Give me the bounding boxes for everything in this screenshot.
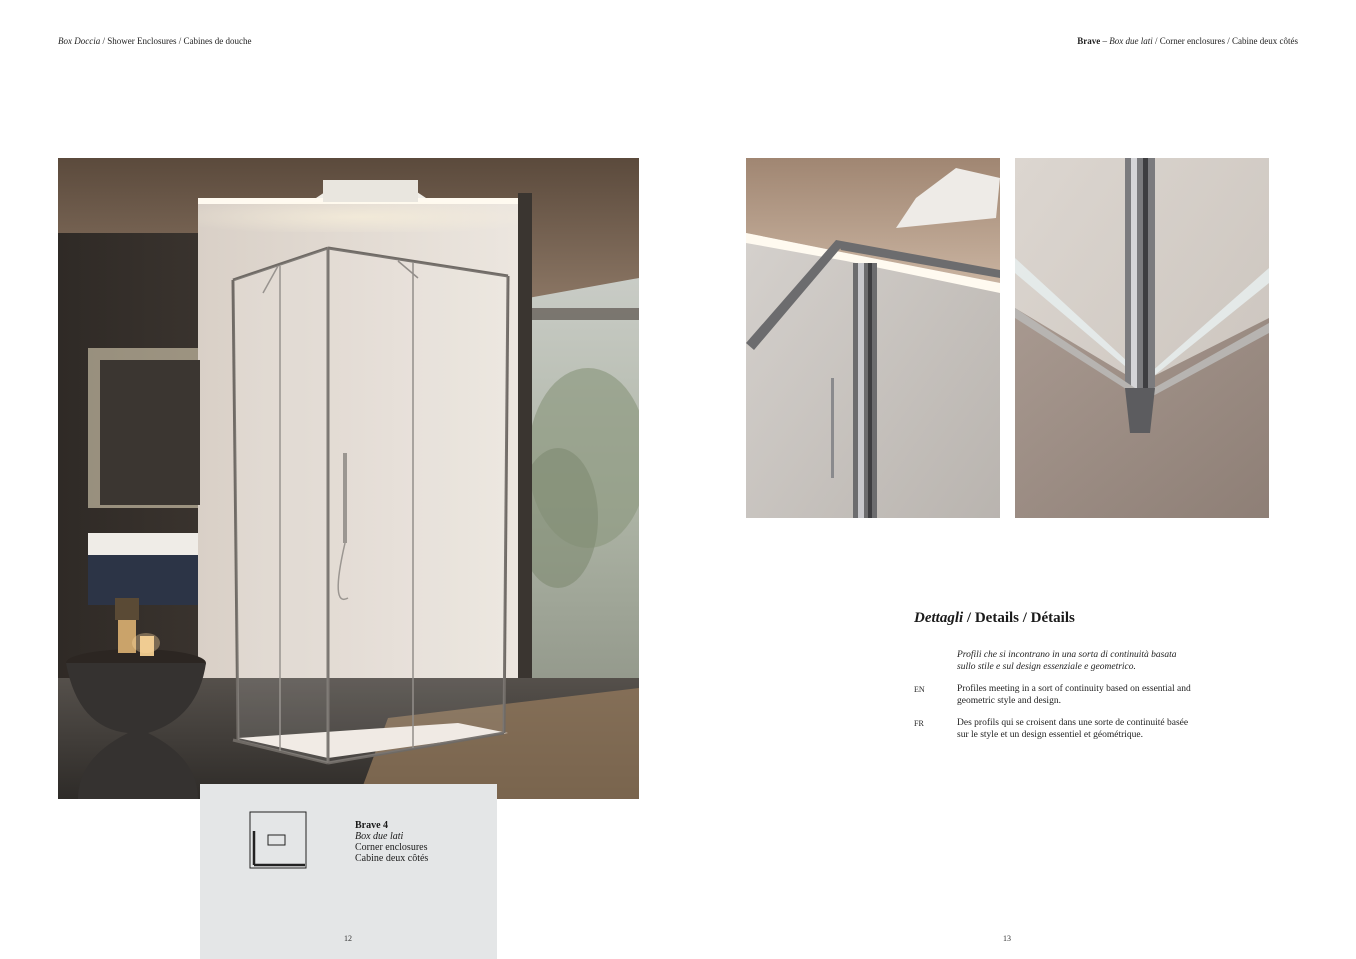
page-number-left: 12 [344,934,352,943]
header-right [1077,36,1298,46]
product-card [200,784,497,959]
description-en-text: Profiles meeting in a sort of continuity based on essential and geometric style and design. [957,684,1191,706]
header-right-dash: – [1100,36,1110,46]
product-name: Brave 4 [355,820,389,831]
details-title [914,610,1075,627]
page-number-right: 13 [1003,934,1011,943]
header-right-italic: Box due lati [1109,36,1153,46]
header-left [58,36,251,46]
header-right-rest: / Corner enclosures / Cabine deux côtés [1152,36,1298,46]
detail-photo-bottom-corner [1015,158,1269,518]
lang-label-fr: FR [914,719,924,728]
product-name-fr: Cabine deux côtés [355,853,429,864]
details-title-rest: / Details / Détails [963,610,1075,626]
product-name-en: Corner enclosures [355,842,428,853]
details-title-italic: Dettagli [914,610,964,626]
description-it-text: Profili che si incontrano in una sorta di continuità basata sullo stile e sul design essenziale e geometrico. [957,650,1177,672]
header-left-rest: Shower Enclosures / Cabines de douche [107,36,252,46]
header-right-brand: Brave [1077,36,1101,46]
header-left-sep: / [100,36,108,46]
floor-plan-icon [249,811,307,869]
product-name-it: Box due lati [355,831,404,842]
lang-label-en: EN [914,685,925,694]
detail-photo-top-corner [746,158,1000,518]
header-left-italic: Box Doccia [58,36,101,46]
product-info [355,820,428,864]
main-shower-photo [58,158,639,799]
description-fr-text: Des profils qui se croisent dans une sorte de continuité basée sur le style et un design essentiel et géométrique. [957,718,1189,740]
